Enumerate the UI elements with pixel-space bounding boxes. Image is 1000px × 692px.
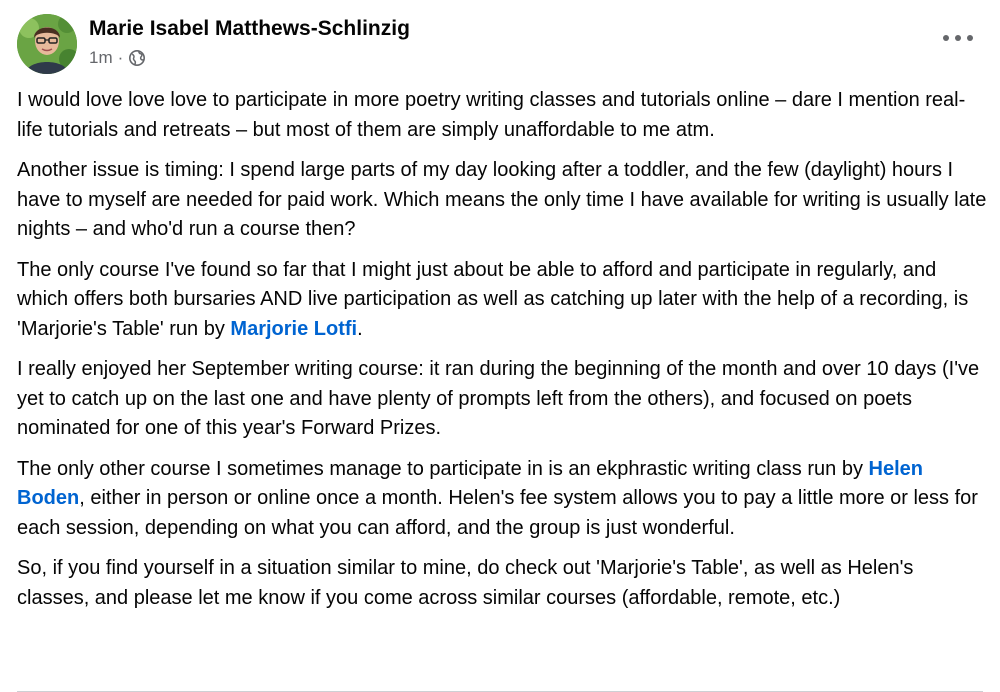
- paragraph-3: [17, 256, 987, 345]
- avatar[interactable]: [17, 14, 77, 74]
- mention-helen-boden[interactable]: Helen Boden: [17, 457, 923, 509]
- globe-icon[interactable]: [128, 49, 146, 67]
- paragraph-4: I really enjoyed her September writing course: it ran during the beginning of the month and over 10 days (I've yet to catch up on the last one and have plenty of prompts left from the others), and focused on poets nominated for one of this year's Forward Prizes.: [17, 358, 980, 439]
- paragraph-3-end: .: [357, 317, 363, 340]
- paragraph-1: I would love love love to participate in more poetry writing classes and tutorials online – dare I mention real-life tutorials and retreats – but most of them are simply unaffordable to me atm.: [17, 89, 966, 141]
- meta-separator: ·: [117, 48, 124, 67]
- paragraph-2: Another issue is timing: I spend large parts of my day looking after a toddler, and the few (daylight) hours I have to myself are needed for paid work. Which means the only time I have available for writing is usually late nights – and who'd run a course then?: [17, 159, 987, 240]
- paragraph-3-text: The only course I've found so far that I might just about be able to afford and participate in regularly, and which offers both bursaries AND live participation as well as catching up later with the help of a recording, is 'Marjorie's Table' run by: [17, 258, 969, 340]
- author-name[interactable]: Marie Isabel Matthews-Schlinzig: [89, 17, 410, 40]
- paragraph-5-text: The only other course I sometimes manage to participate in is an ekphrastic writing class run by: [17, 457, 869, 480]
- mention-marjorie-lotfi[interactable]: Marjorie Lotfi: [230, 317, 358, 340]
- post-timestamp[interactable]: 1m: [89, 48, 113, 67]
- avatar-photo: [17, 14, 77, 74]
- post-header: [17, 14, 983, 74]
- more-dot: [943, 35, 949, 41]
- paragraph-5-end: , either in person or online once a month. Helen's fee system allows you to pay a little more or less for each session, depending on what you can afford, and the group is just wonderful.: [17, 487, 978, 539]
- paragraph-5: [17, 455, 987, 544]
- more-options-icon[interactable]: [943, 28, 973, 48]
- more-dot: [955, 35, 961, 41]
- post-body: [17, 86, 987, 624]
- paragraph-6: So, if you find yourself in a situation similar to mine, do check out 'Marjorie's Table', as well as Helen's classes, and please let me know if you come across similar courses (affordable, remote, etc.): [17, 557, 914, 609]
- more-dot: [967, 35, 973, 41]
- post-meta: [89, 47, 146, 69]
